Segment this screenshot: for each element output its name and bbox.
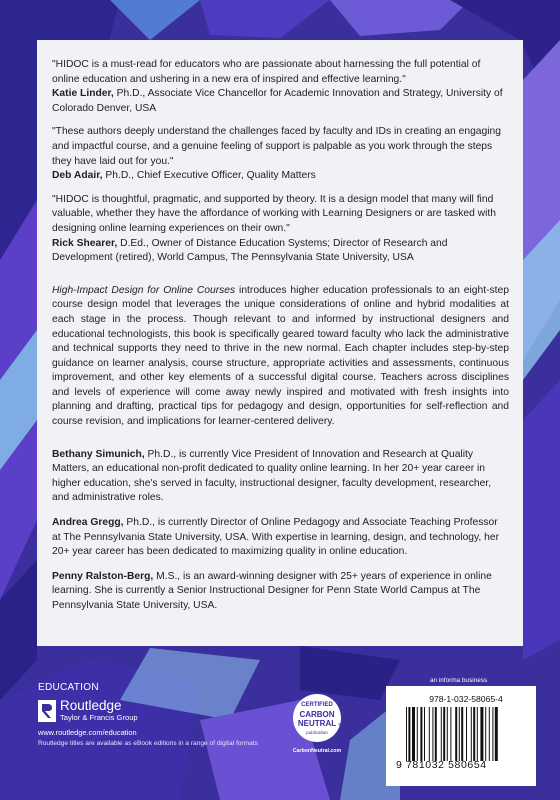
carbon-main-text: CARBON bbox=[299, 710, 335, 719]
author-name: Bethany Simunich, bbox=[52, 448, 145, 460]
carbon-certified-text: CERTIFIED bbox=[301, 702, 333, 708]
quote-attribution bbox=[52, 169, 509, 184]
book-title: High-Impact Design for Online Courses bbox=[52, 284, 236, 296]
informa-tagline: an informa business bbox=[430, 677, 488, 684]
author-name: Andrea Gregg, bbox=[52, 517, 124, 529]
carbon-neutral-badge bbox=[286, 690, 348, 760]
publisher-name: Routledge bbox=[60, 698, 122, 713]
category-label: EDUCATION bbox=[38, 682, 99, 693]
author-bio bbox=[52, 448, 509, 506]
author-name: Penny Ralston-Berg, bbox=[52, 570, 154, 582]
carbon-registered-mark: ® bbox=[338, 722, 341, 727]
quote-author: Deb Adair, bbox=[52, 170, 103, 182]
author-bio-text: Ph.D., is currently Director of Online Pedagogy and Associate Teaching Professor at The Pennsylvania State University, USA. With expertise in learning, design, and technology, her 20+ year career has been dedicated to maximizing quality in online education. bbox=[52, 517, 500, 558]
author-bio-text: Ph.D., is currently Vice President of Innovation and Research at Quality Matters, an educational non-profit dedicated to quality online learning. In her 20+ year career in higher education, she's served in faculty, instructional designer, faculty development, researcher, and administrative roles. bbox=[52, 448, 492, 504]
endorsement-quote bbox=[52, 58, 509, 116]
quote-credentials: D.Ed., Owner of Distance Education Systems; Director of Research and Development (retired), World Campus, The Pennsylvania State University, USA bbox=[52, 237, 448, 264]
quote-author: Rick Shearer, bbox=[52, 237, 118, 249]
quote-text: "HIDOC is thoughtful, pragmatic, and supported by theory. It is a design model that many will find valuable, whether they have the affordance of working with Learning Designers or are tasked with designing online learning experiences on their own." bbox=[52, 193, 496, 234]
quote-text: "These authors deeply understand the challenges faced by faculty and IDs in creating an engaging and impactful course, and a genuine feeling of support is palpable as you work through the steps they have laid out for you." bbox=[52, 126, 502, 167]
quote-attribution bbox=[52, 237, 509, 266]
quote-text: "HIDOC is a must-read for educators who are passionate about harnessing the full potential of online education and ushering in a new era of inspired and effective learning." bbox=[52, 59, 481, 85]
author-bio bbox=[52, 516, 509, 560]
endorsement-quote bbox=[52, 193, 509, 266]
barcode-number: 9 781032 580654 bbox=[396, 759, 487, 771]
quote-credentials: Ph.D., Chief Executive Officer, Quality Matters bbox=[102, 170, 316, 182]
endorsement-quote bbox=[52, 125, 509, 183]
publisher-block bbox=[38, 682, 258, 747]
book-description bbox=[52, 284, 509, 430]
isbn-text: 978-1-032-58065-4 bbox=[429, 694, 503, 704]
carbon-site-text: CarbonNeutral.com bbox=[292, 748, 342, 754]
quote-author: Katie Linder, bbox=[52, 88, 114, 100]
publisher-url[interactable]: www.routledge.com/education bbox=[38, 728, 137, 737]
author-bio-text: M.S., is an award-winning designer with 25+ years of experience in online learning. She is currently a Senior Instructional Designer for Penn State World Campus at The Pennsylvania State University, USA. bbox=[52, 570, 492, 611]
quote-credentials: Ph.D., Associate Vice Chancellor for Academic Innovation and Strategy, University of Colorado Denver, USA bbox=[52, 88, 503, 114]
carbon-main-text-2: NEUTRAL bbox=[297, 719, 337, 728]
publisher-subname: Taylor & Francis Group bbox=[60, 713, 138, 722]
routledge-logo bbox=[38, 699, 258, 722]
author-bio bbox=[52, 570, 509, 614]
carbon-sub-text: publication bbox=[306, 730, 328, 735]
back-cover-text-panel bbox=[37, 40, 523, 646]
routledge-r-icon bbox=[38, 700, 56, 722]
quote-attribution bbox=[52, 87, 509, 116]
ebook-note: Routledge titles are available as eBook editions in a range of digital formats bbox=[38, 740, 258, 747]
isbn-barcode bbox=[386, 686, 536, 786]
description-text: introduces higher education professionals to an eight-step course design model that leverages the unique considerations of online and hybrid modalities at each stage in the process. Though relevant to and informed by instructional designers and educational technologists, this book is specifically geared toward faculty who lack the administrative and technical supports they need to thrive in the new normal. Each chapter includes step-by-step guidance on learner analysis, course structure, appropriate activities and assessments, continuous improvement, and other key elements of a successful digital course. Teachers across disciplines and levels of experience will come away newly inspired and motivated with fresh insights into planning and drafting, practical tips for pedagogy and design, opportunities for self-reflection and course revision, and implications for learner-centered delivery. bbox=[52, 284, 509, 428]
barcode-bars-icon bbox=[406, 707, 528, 761]
